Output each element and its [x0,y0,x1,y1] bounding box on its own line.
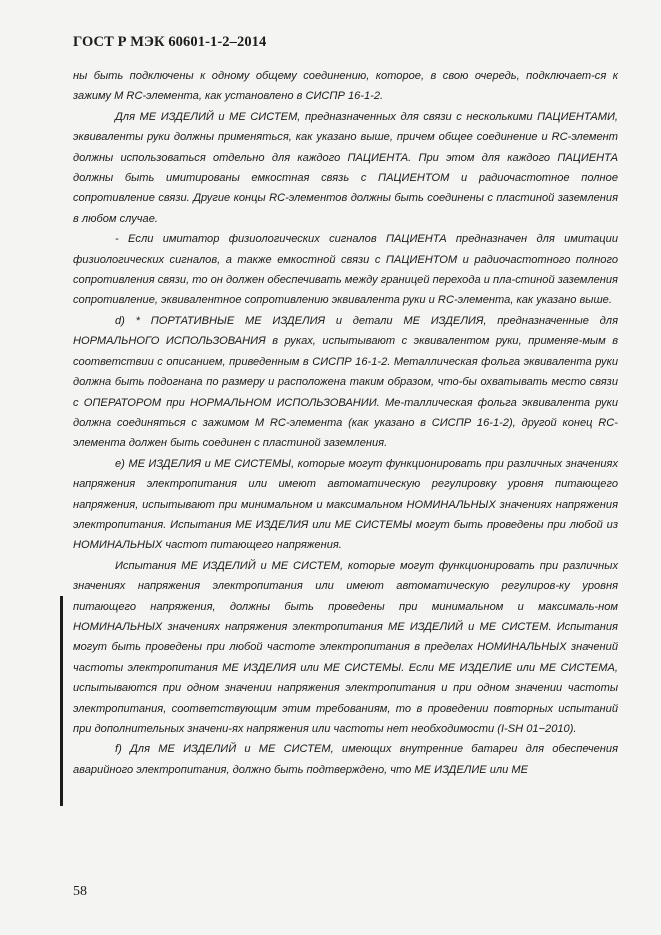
page-number: 58 [73,884,87,899]
paragraph-tests-amendment: Испытания МЕ ИЗДЕЛИЙ и МЕ СИСТЕМ, которые могут функционировать при различных значениях напряжения электропитания или имеют автоматическую регулиров-ку уровня питающего напряжения, должны быть проведены при минимальном и максималь-ном НОМИНАЛЬНЫХ значениях напряжения электропитания МЕ ИЗДЕЛИЙ и МЕ СИСТЕМ. Испытания могут быть проведены при любой частоте электропитания в пределах НОМИНАЛЬНЫХ значений частоты электропитания МЕ ИЗДЕЛИЯ или МЕ СИСТЕМЫ. Если МЕ ИЗДЕЛИЕ или МЕ СИСТЕМА, испытываются при одном значении напряжения электропитания и при одном значении частоты электропитания, соответствующим этим требованиям, то в проведении повторных испытаний при дополнительных значени-ях напряжения или частоты нет необходимости (I-SH 01−2010). [73,559,618,735]
document-header: ГОСТ Р МЭК 60601-1-2–2014 [73,34,267,50]
paragraph-item-e: e) МЕ ИЗДЕЛИЯ и МЕ СИСТЕМЫ, которые могут функционировать при различных значениях напряжения электропитания или имеют автоматическую регулировку уровня питающего напряжения, испытывают при минимальном и максимальном НОМИНАЛЬНЫХ значениях напряжения электропитания. Испытания МЕ ИЗДЕЛИЯ или МЕ СИСТЕМЫ могут быть проведены при любой из НОМИНАЛЬНЫХ частот питающего напряжения. [73,457,618,552]
paragraph-patient-simulator: - Если имитатор физиологических сигналов ПАЦИЕНТА предназначен для имитации физиологических сигналов, а также емкостной связи с ПАЦИЕНТОМ и радиочастотного полного сопротивления связи, то он должен обеспечивать между границей перехода и пла-стиной заземления сопротивление, эквивалентное сопротивлению эквивалента руки и RC-элемента, как указано выше. [73,233,618,307]
change-bar [60,596,63,806]
paragraph-multiple-patients: Для МЕ ИЗДЕЛИЙ и МЕ СИСТЕМ, предназначенных для связи с несколькими ПАЦИЕНТАМИ, эквиваленты руки должны применяться, как указано выше, причем общее соединение и RC-элемент должны использоваться отдельно для каждого ПАЦИЕНТА. При этом для каждого ПАЦИЕНТА должны быть имитированы емкостная связь с ПАЦИЕНТОМ и радиочастотное полное сопротивление связи. Другие концы RC-элементов должны быть соединены с пластиной заземления в любом случае. [73,110,618,225]
paragraph-item-d: d) * ПОРТАТИВНЫЕ МЕ ИЗДЕЛИЯ и детали МЕ ИЗДЕЛИЯ, предназначенные для НОРМАЛЬНОГО ИСПОЛЬЗОВАНИЯ в руках, испытывают с эквивалентом руки, применяе-мым в соответствии с описанием, приведенным в СИСПР 16-1-2. Металлическая фольга эквивалента руки должна быть подогнана по размеру и расположена таким образом, что-бы охватывать место связи с ОПЕРАТОРОМ при НОРМАЛЬНОМ ИСПОЛЬЗОВАНИИ. Ме-таллическая фольга эквивалента руки должна соединяться с зажимом М RC-элемента (как указано в СИСПР 16-1-2), другой конец RC-элемента должен быть соединен с пластиной заземления. [73,314,618,450]
paragraph-item-f: f) Для МЕ ИЗДЕЛИЙ и МЕ СИСТЕМ, имеющих внутренние батареи для обеспечения аварийного электропитания, должно быть подтверждено, что МЕ ИЗДЕЛИЕ или МЕ [73,743,618,776]
document-body [73,66,618,780]
paragraph-continuation: ны быть подключены к одному общему соединению, которое, в свою очередь, подключает-ся к зажиму М RC-элемента, как установлено в СИСПР 16-1-2. [73,70,618,103]
